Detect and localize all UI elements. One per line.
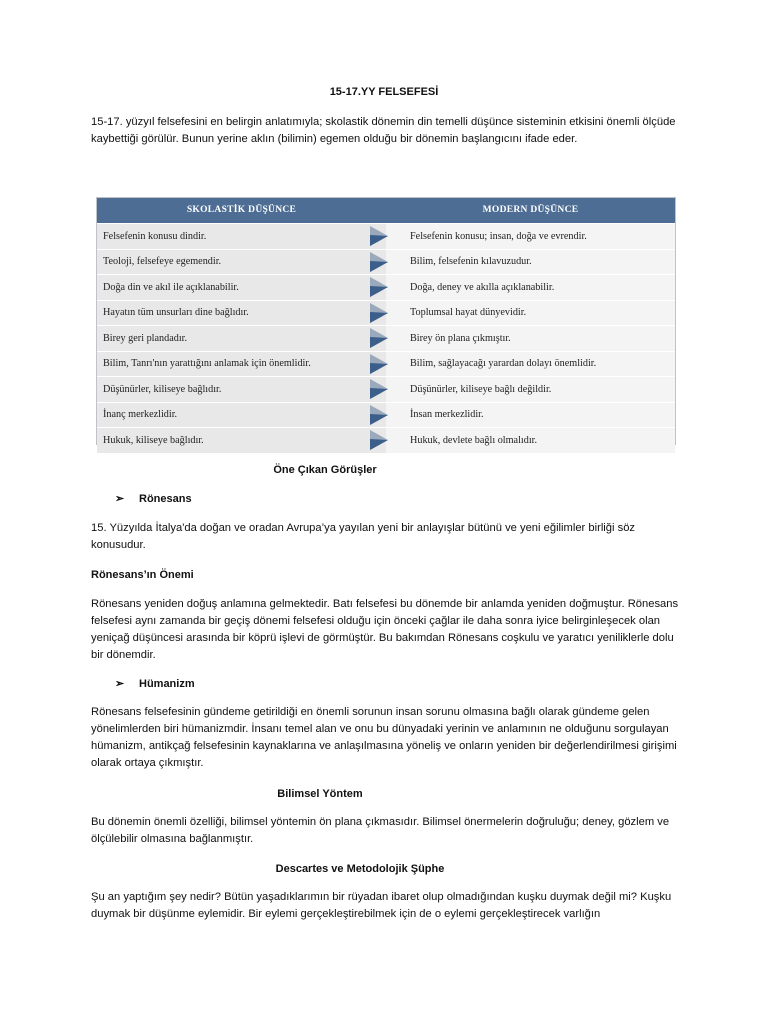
modern-cell: Toplumsal hayat dünyevidir. xyxy=(386,301,675,326)
header-scholastic: SKOLASTİK DÜŞÜNCE xyxy=(186,205,297,215)
scholastic-cell: İnanç merkezlidir. xyxy=(97,403,386,428)
modern-cell: Düşünürler, kiliseye bağlı değildir. xyxy=(386,377,675,402)
scholastic-cell: Hukuk, kiliseye bağlıdır. xyxy=(97,428,386,453)
table-body xyxy=(97,223,675,453)
scientific-method-paragraph: Bu dönemin önemli özelliği, bilimsel yöntemin ön plana çıkmasıdır. Bilimsel önermelerin doğruluğu; deney, gözlem ve ölçülebilir olmasına bağlanmıştır. xyxy=(91,816,670,845)
arrow-icon xyxy=(370,226,388,246)
modern-cell: Hukuk, devlete bağlı olmalıdır. xyxy=(386,428,675,453)
table-row xyxy=(97,300,675,326)
scholastic-cell: Doğa din ve akıl ile açıklanabilir. xyxy=(97,275,386,300)
renaissance-importance-paragraph: Rönesans yeniden doğuş anlamına gelmektedir. Batı felsefesi bu dönemde bir anlamda yeniden doğmuştur. Rönesans felsefesi aynı zamanda bir geçiş dönemi felsefesi olduğu için önceki çağlar ile daha sonra iyice belirginleşecek olan yeniçağ düşüncesi arasında bir köprü işlevi de görmüştür. Bu bakımdan Rönesans coşkulu ve yaratıcı yeniliklerle dolu bir dönemdir. xyxy=(91,598,679,661)
arrow-icon xyxy=(370,303,388,323)
scholastic-cell: Birey geri plandadır. xyxy=(97,326,386,351)
modern-cell: Felsefenin konusu; insan, doğa ve evrendir. xyxy=(386,224,675,249)
descartes-heading: Descartes ve Metodolojik Şüphe xyxy=(275,863,445,875)
arrow-icon xyxy=(370,277,388,297)
arrow-icon xyxy=(370,430,388,450)
renaissance-importance-heading: Rönesans’ın Önemi xyxy=(91,569,194,581)
arrow-icon xyxy=(370,354,388,374)
scholastic-cell: Bilim, Tanrı'nın yarattığını anlamak için önemlidir. xyxy=(97,352,386,377)
renaissance-paragraph: 15. Yüzyılda İtalya'da doğan ve oradan Avrupa’ya yayılan yeni bir anlayışlar bütünü ve yeni eğilimler birliği söz konusudur. xyxy=(91,522,636,551)
table-row xyxy=(97,223,675,249)
header-modern: MODERN DÜŞÜNCE xyxy=(482,205,579,215)
modern-cell: Bilim, felsefenin kılavuzudur. xyxy=(386,250,675,275)
bullet-label: Hümanizm xyxy=(139,678,195,690)
arrow-bullet-icon: ➢ xyxy=(115,493,125,505)
table-row xyxy=(97,249,675,275)
descartes-paragraph: Şu an yaptığım şey nedir? Bütün yaşadıklarımın bir rüyadan ibaret olup olmadığından kuşku duymak değil mi? Kuşku duymak bir düşünme eylemidir. Bir eylemi gerçekleştirebilmek için de o eylemi gerçekleştirecek varlığın xyxy=(91,891,672,920)
scholastic-cell: Felsefenin konusu dindir. xyxy=(97,224,386,249)
arrow-icon xyxy=(370,328,388,348)
table-header xyxy=(97,198,675,223)
scholastic-cell: Hayatın tüm unsurları dine bağlıdır. xyxy=(97,301,386,326)
table-row xyxy=(97,325,675,351)
scholastic-cell: Teoloji, felsefeye egemendir. xyxy=(97,250,386,275)
table-row xyxy=(97,427,675,453)
bullet-label: Rönesans xyxy=(139,493,192,505)
table-row xyxy=(97,274,675,300)
arrow-icon xyxy=(370,405,388,425)
modern-cell: Birey ön plana çıkmıştır. xyxy=(386,326,675,351)
page-title: 15-17.YY FELSEFESİ xyxy=(329,86,439,98)
arrow-bullet-icon: ➢ xyxy=(115,678,125,690)
bullet-renaissance xyxy=(115,491,192,508)
section-title: Öne Çıkan Görüşler xyxy=(273,464,377,476)
modern-cell: Doğa, deney ve akılla açıklanabilir. xyxy=(386,275,675,300)
bullet-humanism xyxy=(115,676,195,693)
arrow-icon xyxy=(370,252,388,272)
comparison-table xyxy=(96,197,676,445)
scholastic-cell: Düşünürler, kiliseye bağlıdır. xyxy=(97,377,386,402)
table-row xyxy=(97,351,675,377)
table-row xyxy=(97,376,675,402)
scientific-method-heading: Bilimsel Yöntem xyxy=(277,788,363,800)
modern-cell: İnsan merkezlidir. xyxy=(386,403,675,428)
humanism-paragraph: Rönesans felsefesinin gündeme getirildiği en önemli sorunun insan sorunu olmasına bağlı olarak gündeme gelen yönelimlerden biri hümanizmdir. İnsanı temel alan ve onu bu dünyadaki yerinin ve anlamının ne olduğunu sorgulayan hümanizm, antikçağ felsefesinin kaynaklarına ve anlaşılmasına yöneliş ve onların yeniden bir değerlendirilmesi girişimi olarak ortaya çıkmıştır. xyxy=(91,706,677,769)
modern-cell: Bilim, sağlayacağı yarardan dolayı önemlidir. xyxy=(386,352,675,377)
table-row xyxy=(97,402,675,428)
intro-paragraph: 15-17. yüzyıl felsefesini en belirgin anlatımıyla; skolastik dönemin din temelli düşünce sisteminin etkisini önemli ölçüde kaybettiği görülür. Bunun yerine aklın (bilimin) egemen olduğu bir dönemin başlangıcını ifade eder. xyxy=(91,116,676,145)
arrow-icon xyxy=(370,379,388,399)
